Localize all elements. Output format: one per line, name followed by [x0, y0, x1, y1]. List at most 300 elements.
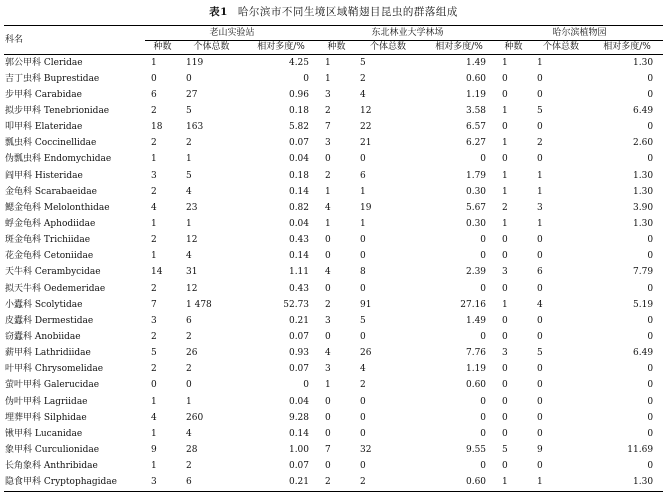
garden-individuals-cell: 1	[537, 186, 543, 197]
family-name-cell	[4, 216, 145, 232]
laoshan-individuals-cell: 12	[186, 235, 198, 246]
nefu-species-cell: 3	[325, 364, 331, 375]
family-name-cell	[4, 120, 145, 136]
nefu-abundance-cell: 3.58	[465, 105, 487, 116]
garden-individuals-cell: 0	[537, 380, 543, 391]
garden-species-cell: 0	[502, 412, 508, 423]
laoshan-species-cell: 2	[151, 283, 157, 294]
nefu-species-cell: 0	[325, 283, 331, 294]
laoshan-species-cell: 1	[151, 218, 157, 229]
nefu-species-cell: 1	[325, 380, 331, 391]
table-row	[4, 394, 663, 410]
laoshan-species-cell: 2	[151, 331, 157, 342]
garden-individuals-cell: 0	[537, 73, 543, 84]
nefu-species-cell: 0	[325, 461, 331, 472]
nefu-individuals-cell: 5	[354, 55, 422, 72]
garden-species-cell: 1	[502, 186, 508, 197]
table-row	[4, 426, 663, 442]
family-name-latin: Trichiidae	[43, 235, 91, 246]
laoshan-individuals-cell: 1	[186, 154, 192, 165]
table-row	[4, 71, 663, 87]
laoshan-abundance-cell: 0.07	[288, 364, 310, 375]
family-name-chinese: 萤叶甲科	[5, 380, 42, 391]
laoshan-individuals-cell: 2	[186, 461, 192, 472]
garden-abundance-cell: 3.90	[633, 202, 654, 213]
laoshan-species-cell: 2	[151, 235, 157, 246]
nefu-abundance-cell: 0.60	[465, 380, 487, 391]
family-name-latin: Silphidae	[43, 412, 87, 423]
family-name-cell	[4, 313, 145, 329]
nefu-individuals-cell: 91	[360, 299, 372, 310]
subheader-individuals: 个体总数	[193, 42, 230, 52]
nefu-species-cell: 3	[325, 89, 331, 100]
garden-individuals-cell: 3	[537, 202, 543, 213]
nefu-abundance-cell: 1.79	[465, 170, 487, 181]
laoshan-species-cell: 3	[151, 477, 157, 488]
garden-individuals-cell: 0	[537, 154, 543, 165]
table-row	[4, 200, 663, 216]
family-name-latin: Cleridae	[43, 57, 83, 68]
laoshan-individuals-cell: 163	[186, 122, 204, 133]
nefu-species-cell: 0	[325, 251, 331, 262]
garden-individuals-cell: 1	[537, 218, 543, 229]
nefu-individuals-cell: 32	[360, 444, 372, 455]
garden-species-cell: 0	[502, 380, 508, 391]
laoshan-abundance-cell: 0.07	[288, 138, 310, 149]
nefu-individuals-cell: 0	[360, 428, 366, 439]
laoshan-abundance-cell: 0.18	[288, 105, 310, 116]
nefu-individuals-cell: 22	[360, 122, 372, 133]
laoshan-species-cell: 3	[151, 170, 157, 181]
laoshan-species-cell: 4	[151, 202, 157, 213]
nefu-species-cell: 2	[325, 105, 331, 116]
garden-abundance-cell: 6.49	[633, 348, 654, 359]
site-header-laoshan: 老山实验站	[145, 26, 319, 41]
laoshan-abundance-cell: 0.96	[288, 89, 310, 100]
laoshan-abundance-cell: 0.82	[288, 202, 310, 213]
nefu-abundance-cell: 0.30	[465, 218, 487, 229]
laoshan-individuals-cell: 12	[186, 283, 198, 294]
garden-abundance-cell: 0	[647, 412, 654, 423]
nefu-species-cell: 3	[325, 315, 331, 326]
nefu-abundance-cell: 9.55	[465, 444, 487, 455]
family-name-cell	[4, 426, 145, 442]
family-name-cell	[4, 378, 145, 394]
laoshan-species-cell: 2	[151, 186, 157, 197]
table-row	[4, 459, 663, 475]
garden-individuals-cell: 0	[537, 122, 543, 133]
garden-species-cell: 0	[502, 364, 508, 375]
nefu-individuals-cell: 0	[360, 283, 366, 294]
garden-species-cell: 1	[502, 138, 508, 149]
garden-abundance-cell: 0	[647, 428, 654, 439]
garden-species-cell: 1	[502, 218, 508, 229]
garden-individuals-cell: 0	[537, 396, 543, 407]
nefu-abundance-cell: 5.67	[465, 202, 487, 213]
table-row	[4, 265, 663, 281]
family-name-chinese: 天牛科	[5, 267, 33, 278]
family-name-latin: Anthribidae	[43, 461, 98, 472]
nefu-individuals-cell: 0	[360, 461, 366, 472]
table-row	[4, 378, 663, 394]
family-name-latin: Scarabaeidae	[34, 186, 97, 197]
table-row	[4, 442, 663, 458]
table-title: 哈尔滨市不同生境区域鞘翅目昆虫的群落组成	[237, 6, 458, 18]
garden-abundance-cell: 0	[647, 331, 654, 342]
laoshan-individuals-cell: 4	[186, 186, 192, 197]
family-name-cell	[4, 410, 145, 426]
laoshan-abundance-cell: 0	[303, 73, 310, 84]
nefu-abundance-cell: 0	[480, 428, 487, 439]
family-name-chinese: 拟步甲科	[5, 105, 42, 116]
garden-species-cell: 0	[502, 315, 508, 326]
table-row	[4, 216, 663, 232]
nefu-species-cell: 4	[325, 202, 331, 213]
family-name-latin: Dermestidae	[34, 315, 94, 326]
nefu-abundance-cell: 1.49	[422, 55, 496, 72]
family-name-cell	[4, 297, 145, 313]
garden-individuals-cell: 0	[537, 364, 543, 375]
nefu-abundance-cell: 0.30	[465, 186, 487, 197]
laoshan-species-cell: 1	[151, 461, 157, 472]
nefu-individuals-cell: 0	[360, 154, 366, 165]
laoshan-individuals-cell: 28	[186, 444, 198, 455]
family-name-cell	[4, 103, 145, 119]
subheader-relative-abundance: 相对多度/%	[603, 42, 651, 52]
table-row	[4, 136, 663, 152]
laoshan-abundance-cell: 0.21	[288, 477, 310, 488]
family-name-chinese: 阎甲科	[5, 170, 33, 181]
table-row	[4, 55, 663, 72]
laoshan-species-cell: 2	[151, 138, 157, 149]
laoshan-individuals-cell: 0	[186, 380, 192, 391]
laoshan-species-cell: 18	[151, 122, 163, 133]
family-name-chinese: 蜉金龟科	[5, 218, 42, 229]
garden-species-cell: 1	[496, 55, 531, 72]
nefu-individuals-cell: 0	[360, 396, 366, 407]
garden-species-cell: 0	[502, 73, 508, 84]
garden-abundance-cell: 0	[647, 251, 654, 262]
nefu-species-cell: 2	[325, 477, 331, 488]
nefu-individuals-cell: 6	[360, 170, 366, 181]
garden-individuals-cell: 0	[537, 283, 543, 294]
family-name-cell	[4, 265, 145, 281]
garden-abundance-cell: 2.60	[633, 138, 654, 149]
laoshan-individuals-cell: 6	[186, 315, 192, 326]
site-header-nefu-forest-farm: 东北林业大学林场	[319, 26, 496, 41]
community-composition-table	[4, 25, 663, 492]
family-name-chinese: 薪甲科	[5, 348, 33, 359]
family-name-chinese: 叶甲科	[5, 364, 33, 375]
family-name-chinese: 象甲科	[5, 444, 33, 455]
garden-abundance-cell: 0	[647, 461, 654, 472]
family-name-chinese: 皮蠹科	[5, 315, 33, 326]
table-row	[4, 249, 663, 265]
laoshan-species-cell: 6	[151, 89, 157, 100]
garden-species-cell: 5	[502, 444, 508, 455]
family-name-chinese: 伪叶甲科	[5, 396, 42, 407]
garden-species-cell: 0	[502, 235, 508, 246]
table-row	[4, 120, 663, 136]
garden-abundance-cell: 0	[647, 364, 654, 375]
family-name-chinese: 步甲科	[5, 89, 33, 100]
laoshan-abundance-cell: 0.04	[288, 396, 310, 407]
garden-individuals-cell: 9	[537, 444, 543, 455]
family-name-chinese: 窃蠹科	[5, 331, 33, 342]
subheader-individuals: 个体总数	[543, 42, 580, 52]
laoshan-abundance-cell: 5.82	[288, 122, 310, 133]
laoshan-abundance-cell: 0.43	[288, 235, 310, 246]
laoshan-individuals-cell: 31	[186, 267, 198, 278]
laoshan-abundance-cell: 0.07	[288, 331, 310, 342]
nefu-abundance-cell: 0	[480, 331, 487, 342]
family-name-cell	[4, 362, 145, 378]
nefu-species-cell: 1	[325, 73, 331, 84]
laoshan-species-cell: 9	[151, 444, 157, 455]
table-number: 表1	[209, 6, 228, 18]
nefu-abundance-cell: 0	[480, 251, 487, 262]
garden-individuals-cell: 0	[537, 315, 543, 326]
family-name-cell	[4, 55, 145, 72]
laoshan-species-cell: 0	[151, 380, 157, 391]
garden-abundance-cell: 0	[647, 235, 654, 246]
laoshan-abundance-cell: 0.07	[288, 461, 310, 472]
nefu-individuals-cell: 2	[360, 380, 366, 391]
nefu-individuals-cell: 0	[360, 235, 366, 246]
laoshan-species-cell: 7	[151, 299, 157, 310]
family-name-cell	[4, 136, 145, 152]
garden-individuals-cell: 0	[537, 461, 543, 472]
garden-individuals-cell: 5	[537, 105, 543, 116]
laoshan-species-cell: 2	[151, 105, 157, 116]
family-name-latin: Tenebrionidae	[43, 105, 110, 116]
garden-abundance-cell: 0	[647, 315, 654, 326]
garden-individuals-cell: 0	[537, 235, 543, 246]
laoshan-abundance-cell: 0.14	[288, 428, 310, 439]
laoshan-abundance-cell: 0.18	[288, 170, 310, 181]
garden-species-cell: 0	[502, 396, 508, 407]
laoshan-abundance-cell: 0.93	[288, 348, 310, 359]
nefu-abundance-cell: 0	[480, 412, 487, 423]
nefu-abundance-cell: 6.57	[465, 122, 487, 133]
garden-abundance-cell: 0	[647, 283, 654, 294]
table-row	[4, 152, 663, 168]
site-header-harbin-botanical-garden: 哈尔滨植物园	[496, 26, 663, 41]
garden-individuals-cell: 0	[537, 251, 543, 262]
family-name-cell	[4, 233, 145, 249]
table-row	[4, 103, 663, 119]
subheader-species: 种数	[504, 42, 523, 52]
nefu-abundance-cell: 7.76	[465, 348, 487, 359]
family-name-chinese: 吉丁虫科	[5, 73, 42, 84]
nefu-individuals-cell: 4	[360, 364, 366, 375]
garden-abundance-cell: 1.30	[633, 477, 654, 488]
family-name-cell	[4, 87, 145, 103]
nefu-abundance-cell: 0	[480, 235, 487, 246]
laoshan-individuals-cell: 119	[180, 55, 243, 72]
nefu-individuals-cell: 26	[360, 348, 372, 359]
laoshan-individuals-cell: 2	[186, 364, 192, 375]
nefu-individuals-cell: 2	[360, 477, 366, 488]
garden-abundance-cell: 1.30	[591, 55, 663, 72]
family-name-chinese: 伪瓢虫科	[5, 154, 42, 165]
family-name-cell	[4, 442, 145, 458]
family-column-header: 科名	[5, 34, 24, 45]
family-name-cell	[4, 281, 145, 297]
family-name-cell	[4, 346, 145, 362]
laoshan-individuals-cell: 6	[186, 477, 192, 488]
garden-abundance-cell: 0	[647, 122, 654, 133]
nefu-abundance-cell: 0	[480, 396, 487, 407]
family-name-cell	[4, 200, 145, 216]
garden-individuals-cell: 0	[537, 89, 543, 100]
laoshan-species-cell: 3	[151, 315, 157, 326]
nefu-individuals-cell: 1	[360, 218, 366, 229]
table-caption	[0, 4, 667, 19]
table-row	[4, 233, 663, 249]
family-name-latin: Endomychidae	[43, 154, 112, 165]
laoshan-abundance-cell: 1.00	[288, 444, 310, 455]
nefu-species-cell: 0	[325, 428, 331, 439]
family-name-latin: Buprestidae	[43, 73, 100, 84]
table-row	[4, 410, 663, 426]
family-name-chinese: 隐食甲科	[5, 477, 42, 488]
laoshan-species-cell: 14	[151, 267, 163, 278]
family-name-latin: Lagriidae	[43, 396, 88, 407]
laoshan-species-cell: 1	[151, 396, 157, 407]
family-name-cell	[4, 168, 145, 184]
nefu-species-cell: 3	[325, 138, 331, 149]
nefu-species-cell: 0	[325, 154, 331, 165]
nefu-species-cell: 1	[325, 186, 331, 197]
nefu-abundance-cell: 0.60	[465, 477, 487, 488]
family-name-latin: Cerambycidae	[34, 267, 101, 278]
nefu-species-cell: 7	[325, 122, 331, 133]
family-name-chinese: 小蠹科	[5, 299, 33, 310]
laoshan-species-cell: 2	[151, 364, 157, 375]
subheader-species: 种数	[327, 42, 346, 52]
table-row	[4, 346, 663, 362]
nefu-individuals-cell: 0	[360, 331, 366, 342]
family-name-chinese: 长角象科	[5, 461, 42, 472]
laoshan-individuals-cell: 1	[186, 218, 192, 229]
family-name-latin: Scolytidae	[34, 299, 83, 310]
laoshan-individuals-cell: 2	[186, 331, 192, 342]
nefu-individuals-cell: 4	[360, 89, 366, 100]
nefu-species-cell: 4	[325, 267, 331, 278]
laoshan-individuals-cell: 5	[186, 170, 192, 181]
laoshan-abundance-cell: 0.21	[288, 315, 310, 326]
garden-individuals-cell: 0	[537, 331, 543, 342]
nefu-individuals-cell: 0	[360, 251, 366, 262]
nefu-species-cell: 1	[319, 55, 354, 72]
family-name-latin: Carabidae	[34, 89, 82, 100]
laoshan-individuals-cell: 260	[186, 412, 204, 423]
laoshan-individuals-cell: 4	[186, 428, 192, 439]
garden-species-cell: 1	[502, 105, 508, 116]
garden-species-cell: 0	[502, 251, 508, 262]
garden-abundance-cell: 0	[647, 396, 654, 407]
garden-species-cell: 1	[502, 170, 508, 181]
table-row	[4, 475, 663, 492]
nefu-species-cell: 2	[325, 299, 331, 310]
garden-individuals-cell: 1	[531, 55, 591, 72]
garden-abundance-cell: 0	[647, 89, 654, 100]
laoshan-individuals-cell: 4	[186, 251, 192, 262]
garden-abundance-cell: 5.19	[633, 299, 654, 310]
nefu-species-cell: 4	[325, 348, 331, 359]
family-name-latin: Anobiidae	[34, 331, 81, 342]
laoshan-abundance-cell: 9.28	[288, 412, 310, 423]
nefu-individuals-cell: 1	[360, 186, 366, 197]
family-name-cell	[4, 184, 145, 200]
family-name-chinese: 拟天牛科	[5, 283, 42, 294]
laoshan-individuals-cell: 1 478	[186, 299, 212, 310]
laoshan-individuals-cell: 27	[186, 89, 198, 100]
garden-abundance-cell: 0	[647, 73, 654, 84]
laoshan-individuals-cell: 1	[186, 396, 192, 407]
nefu-individuals-cell: 21	[360, 138, 372, 149]
nefu-abundance-cell: 27.16	[460, 299, 487, 310]
nefu-abundance-cell: 2.39	[465, 267, 487, 278]
nefu-abundance-cell: 6.27	[465, 138, 487, 149]
laoshan-individuals-cell: 26	[186, 348, 198, 359]
family-name-chinese: 金龟科	[5, 186, 33, 197]
family-name-cell	[4, 249, 145, 265]
family-name-cell	[4, 71, 145, 87]
nefu-abundance-cell: 0	[480, 283, 487, 294]
family-name-latin: Melolonthidae	[43, 202, 110, 213]
garden-individuals-cell: 5	[537, 348, 543, 359]
family-name-latin: Histeridae	[34, 170, 83, 181]
laoshan-species-cell: 5	[151, 348, 157, 359]
table-body	[4, 55, 663, 492]
nefu-species-cell: 2	[325, 170, 331, 181]
subheader-relative-abundance: 相对多度/%	[435, 42, 483, 52]
laoshan-abundance-cell: 0.14	[288, 251, 310, 262]
nefu-species-cell: 0	[325, 331, 331, 342]
table-row	[4, 281, 663, 297]
laoshan-abundance-cell: 0.14	[288, 186, 310, 197]
family-name-chinese: 郭公甲科	[5, 57, 42, 68]
family-name-cell	[4, 459, 145, 475]
laoshan-abundance-cell: 1.11	[288, 267, 310, 278]
laoshan-individuals-cell: 0	[186, 73, 192, 84]
garden-abundance-cell: 1.30	[633, 218, 654, 229]
garden-individuals-cell: 4	[537, 299, 543, 310]
family-name-chinese: 锹甲科	[5, 428, 33, 439]
nefu-individuals-cell: 2	[360, 73, 366, 84]
table-row	[4, 329, 663, 345]
garden-species-cell: 3	[502, 267, 508, 278]
nefu-species-cell: 7	[325, 444, 331, 455]
subheader-relative-abundance: 相对多度/%	[257, 42, 305, 52]
garden-individuals-cell: 1	[537, 477, 543, 488]
laoshan-abundance-cell: 0.43	[288, 283, 310, 294]
laoshan-individuals-cell: 2	[186, 138, 192, 149]
garden-individuals-cell: 0	[537, 412, 543, 423]
table-row	[4, 87, 663, 103]
garden-abundance-cell: 11.69	[627, 444, 654, 455]
table-row	[4, 184, 663, 200]
nefu-individuals-cell: 5	[360, 315, 366, 326]
subheader-species: 种数	[153, 42, 172, 52]
nefu-abundance-cell: 0	[480, 461, 487, 472]
laoshan-abundance-cell: 0.04	[288, 154, 310, 165]
nefu-abundance-cell: 0	[480, 154, 487, 165]
garden-species-cell: 0	[502, 154, 508, 165]
nefu-species-cell: 0	[325, 235, 331, 246]
